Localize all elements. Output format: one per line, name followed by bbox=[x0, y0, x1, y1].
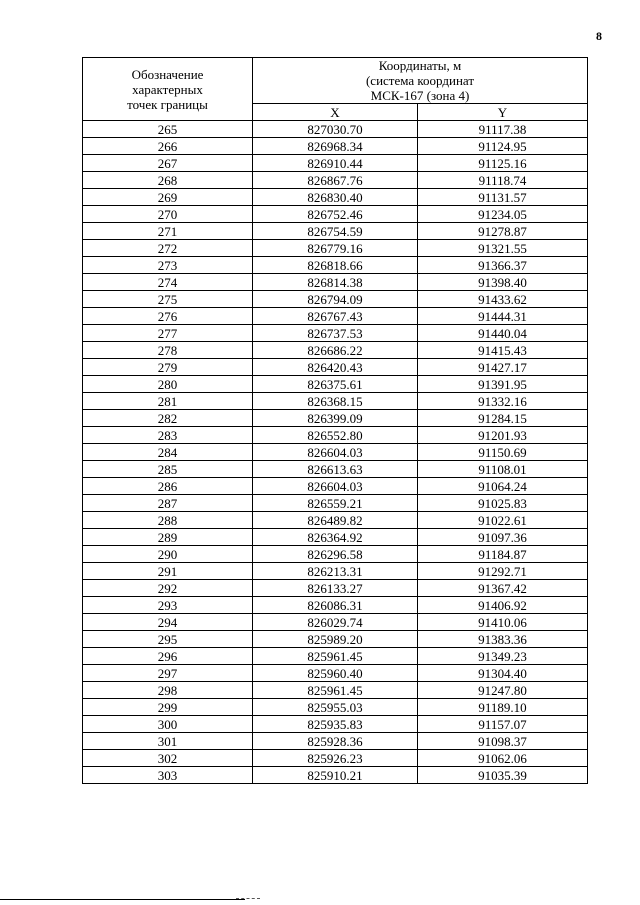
point-number-cell: 290 bbox=[83, 546, 253, 563]
y-coordinate-cell: 91292.71 bbox=[418, 563, 588, 580]
table-row bbox=[83, 172, 588, 189]
table-row bbox=[83, 614, 588, 631]
point-number-cell: 287 bbox=[83, 495, 253, 512]
footer-rule-dashes bbox=[236, 898, 260, 899]
y-coordinate-cell: 91025.83 bbox=[418, 495, 588, 512]
x-coordinate-cell: 826133.27 bbox=[253, 580, 418, 597]
table-row bbox=[83, 393, 588, 410]
point-number-cell: 297 bbox=[83, 665, 253, 682]
x-coordinate-cell: 825910.21 bbox=[253, 767, 418, 784]
y-coordinate-cell: 91440.04 bbox=[418, 325, 588, 342]
x-coordinate-cell: 826818.66 bbox=[253, 257, 418, 274]
table-row bbox=[83, 767, 588, 784]
point-number-cell: 280 bbox=[83, 376, 253, 393]
y-column-header: Y bbox=[418, 104, 588, 121]
y-coordinate-cell: 91284.15 bbox=[418, 410, 588, 427]
point-number-cell: 277 bbox=[83, 325, 253, 342]
y-coordinate-cell: 91415.43 bbox=[418, 342, 588, 359]
y-coordinate-cell: 91125.16 bbox=[418, 155, 588, 172]
y-coordinate-cell: 91022.61 bbox=[418, 512, 588, 529]
point-number-cell: 293 bbox=[83, 597, 253, 614]
point-number-cell: 273 bbox=[83, 257, 253, 274]
x-coordinate-cell: 825961.45 bbox=[253, 648, 418, 665]
point-number-cell: 303 bbox=[83, 767, 253, 784]
point-number-cell: 283 bbox=[83, 427, 253, 444]
x-coordinate-cell: 826296.58 bbox=[253, 546, 418, 563]
y-coordinate-cell: 91150.69 bbox=[418, 444, 588, 461]
y-coordinate-cell: 91406.92 bbox=[418, 597, 588, 614]
x-coordinate-cell: 826364.92 bbox=[253, 529, 418, 546]
point-number-cell: 295 bbox=[83, 631, 253, 648]
point-number-cell: 270 bbox=[83, 206, 253, 223]
table-row bbox=[83, 189, 588, 206]
x-coordinate-cell: 826368.15 bbox=[253, 393, 418, 410]
table-row bbox=[83, 325, 588, 342]
table-row bbox=[83, 376, 588, 393]
x-coordinate-cell: 826399.09 bbox=[253, 410, 418, 427]
coords-header-line-2: (система координат bbox=[365, 73, 475, 88]
y-coordinate-cell: 91367.42 bbox=[418, 580, 588, 597]
y-coordinate-cell: 91035.39 bbox=[418, 767, 588, 784]
x-coordinate-cell: 826968.34 bbox=[253, 138, 418, 155]
table-row bbox=[83, 427, 588, 444]
y-coordinate-cell: 91098.37 bbox=[418, 733, 588, 750]
table-row bbox=[83, 257, 588, 274]
y-coordinate-cell: 91366.37 bbox=[418, 257, 588, 274]
x-coordinate-cell: 827030.70 bbox=[253, 121, 418, 138]
coordinates-header bbox=[253, 58, 588, 104]
page-number: 8 bbox=[596, 29, 602, 43]
point-number-cell: 269 bbox=[83, 189, 253, 206]
y-coordinate-cell: 91189.10 bbox=[418, 699, 588, 716]
y-coordinate-cell: 91278.87 bbox=[418, 223, 588, 240]
y-coordinate-cell: 91097.36 bbox=[418, 529, 588, 546]
x-coordinate-cell: 826559.21 bbox=[253, 495, 418, 512]
x-coordinate-cell: 825935.83 bbox=[253, 716, 418, 733]
x-coordinate-cell: 826029.74 bbox=[253, 614, 418, 631]
y-coordinate-cell: 91332.16 bbox=[418, 393, 588, 410]
y-coordinate-cell: 91108.01 bbox=[418, 461, 588, 478]
point-number-cell: 288 bbox=[83, 512, 253, 529]
table-row bbox=[83, 410, 588, 427]
x-coordinate-cell: 825926.23 bbox=[253, 750, 418, 767]
table-row bbox=[83, 359, 588, 376]
x-coordinate-cell: 826752.46 bbox=[253, 206, 418, 223]
point-number-cell: 282 bbox=[83, 410, 253, 427]
point-number-cell: 272 bbox=[83, 240, 253, 257]
table-row bbox=[83, 682, 588, 699]
point-header-line-3: точек границы bbox=[127, 96, 208, 112]
table-row bbox=[83, 291, 588, 308]
point-number-cell: 268 bbox=[83, 172, 253, 189]
x-coordinate-cell: 826613.63 bbox=[253, 461, 418, 478]
table-row bbox=[83, 529, 588, 546]
table-row bbox=[83, 121, 588, 138]
table-row bbox=[83, 138, 588, 155]
x-coordinate-cell: 826830.40 bbox=[253, 189, 418, 206]
y-coordinate-cell: 91410.06 bbox=[418, 614, 588, 631]
point-number-cell: 296 bbox=[83, 648, 253, 665]
x-coordinate-cell: 826814.38 bbox=[253, 274, 418, 291]
x-coordinate-cell: 825961.45 bbox=[253, 682, 418, 699]
footer-rule bbox=[0, 899, 245, 900]
x-coordinate-cell: 826794.09 bbox=[253, 291, 418, 308]
coords-header-line-1: Координаты, м bbox=[378, 58, 462, 73]
point-number-cell: 284 bbox=[83, 444, 253, 461]
y-coordinate-cell: 91184.87 bbox=[418, 546, 588, 563]
point-number-cell: 281 bbox=[83, 393, 253, 410]
y-coordinate-cell: 91398.40 bbox=[418, 274, 588, 291]
x-coordinate-cell: 825928.36 bbox=[253, 733, 418, 750]
table-row bbox=[83, 478, 588, 495]
table-row bbox=[83, 665, 588, 682]
x-coordinate-cell: 826213.31 bbox=[253, 563, 418, 580]
point-number-cell: 289 bbox=[83, 529, 253, 546]
table-row bbox=[83, 580, 588, 597]
coordinates-table-body bbox=[83, 121, 588, 784]
point-designation-header bbox=[83, 58, 253, 121]
point-header-line-2: характерных bbox=[132, 81, 203, 97]
point-number-cell: 279 bbox=[83, 359, 253, 376]
point-number-cell: 278 bbox=[83, 342, 253, 359]
y-coordinate-cell: 91391.95 bbox=[418, 376, 588, 393]
x-coordinate-cell: 826737.53 bbox=[253, 325, 418, 342]
x-coordinate-cell: 826767.43 bbox=[253, 308, 418, 325]
point-number-cell: 301 bbox=[83, 733, 253, 750]
y-coordinate-cell: 91349.23 bbox=[418, 648, 588, 665]
y-coordinate-cell: 91124.95 bbox=[418, 138, 588, 155]
table-row bbox=[83, 512, 588, 529]
point-number-cell: 274 bbox=[83, 274, 253, 291]
table-row bbox=[83, 240, 588, 257]
table-row bbox=[83, 223, 588, 240]
point-number-cell: 265 bbox=[83, 121, 253, 138]
table-row bbox=[83, 444, 588, 461]
x-coordinate-cell: 825960.40 bbox=[253, 665, 418, 682]
x-column-header: X bbox=[253, 104, 418, 121]
y-coordinate-cell: 91157.07 bbox=[418, 716, 588, 733]
y-coordinate-cell: 91064.24 bbox=[418, 478, 588, 495]
table-row bbox=[83, 206, 588, 223]
table-row bbox=[83, 733, 588, 750]
point-number-cell: 276 bbox=[83, 308, 253, 325]
point-number-cell: 291 bbox=[83, 563, 253, 580]
x-coordinate-cell: 825955.03 bbox=[253, 699, 418, 716]
y-coordinate-cell: 91321.55 bbox=[418, 240, 588, 257]
x-coordinate-cell: 826489.82 bbox=[253, 512, 418, 529]
point-number-cell: 300 bbox=[83, 716, 253, 733]
table-row bbox=[83, 597, 588, 614]
y-coordinate-cell: 91433.62 bbox=[418, 291, 588, 308]
x-coordinate-cell: 826086.31 bbox=[253, 597, 418, 614]
point-number-cell: 286 bbox=[83, 478, 253, 495]
point-header-line-1: Обозначение bbox=[131, 66, 204, 82]
table-row bbox=[83, 461, 588, 478]
coords-header-line-3: МСК-167 (зона 4) bbox=[370, 88, 470, 103]
x-coordinate-cell: 825989.20 bbox=[253, 631, 418, 648]
y-coordinate-cell: 91444.31 bbox=[418, 308, 588, 325]
point-number-cell: 292 bbox=[83, 580, 253, 597]
point-number-cell: 294 bbox=[83, 614, 253, 631]
table-row bbox=[83, 155, 588, 172]
x-coordinate-cell: 826604.03 bbox=[253, 478, 418, 495]
table-row bbox=[83, 750, 588, 767]
x-coordinate-cell: 826420.43 bbox=[253, 359, 418, 376]
y-coordinate-cell: 91247.80 bbox=[418, 682, 588, 699]
x-coordinate-cell: 826867.76 bbox=[253, 172, 418, 189]
y-coordinate-cell: 91062.06 bbox=[418, 750, 588, 767]
point-number-cell: 266 bbox=[83, 138, 253, 155]
table-row bbox=[83, 274, 588, 291]
y-coordinate-cell: 91117.38 bbox=[418, 121, 588, 138]
table-row bbox=[83, 495, 588, 512]
x-coordinate-cell: 826375.61 bbox=[253, 376, 418, 393]
table-row bbox=[83, 308, 588, 325]
table-row bbox=[83, 648, 588, 665]
table-row bbox=[83, 342, 588, 359]
point-number-cell: 271 bbox=[83, 223, 253, 240]
x-coordinate-cell: 826910.44 bbox=[253, 155, 418, 172]
x-coordinate-cell: 826754.59 bbox=[253, 223, 418, 240]
point-number-cell: 302 bbox=[83, 750, 253, 767]
table-row bbox=[83, 563, 588, 580]
point-number-cell: 267 bbox=[83, 155, 253, 172]
y-coordinate-cell: 91427.17 bbox=[418, 359, 588, 376]
x-coordinate-cell: 826604.03 bbox=[253, 444, 418, 461]
table-row bbox=[83, 716, 588, 733]
x-coordinate-cell: 826779.16 bbox=[253, 240, 418, 257]
y-coordinate-cell: 91131.57 bbox=[418, 189, 588, 206]
x-coordinate-cell: 826686.22 bbox=[253, 342, 418, 359]
coordinates-table bbox=[82, 57, 588, 784]
y-coordinate-cell: 91383.36 bbox=[418, 631, 588, 648]
table-row bbox=[83, 699, 588, 716]
y-coordinate-cell: 91304.40 bbox=[418, 665, 588, 682]
x-coordinate-cell: 826552.80 bbox=[253, 427, 418, 444]
y-coordinate-cell: 91118.74 bbox=[418, 172, 588, 189]
table-row bbox=[83, 546, 588, 563]
point-number-cell: 285 bbox=[83, 461, 253, 478]
point-number-cell: 275 bbox=[83, 291, 253, 308]
y-coordinate-cell: 91201.93 bbox=[418, 427, 588, 444]
point-number-cell: 299 bbox=[83, 699, 253, 716]
point-number-cell: 298 bbox=[83, 682, 253, 699]
table-row bbox=[83, 631, 588, 648]
y-coordinate-cell: 91234.05 bbox=[418, 206, 588, 223]
